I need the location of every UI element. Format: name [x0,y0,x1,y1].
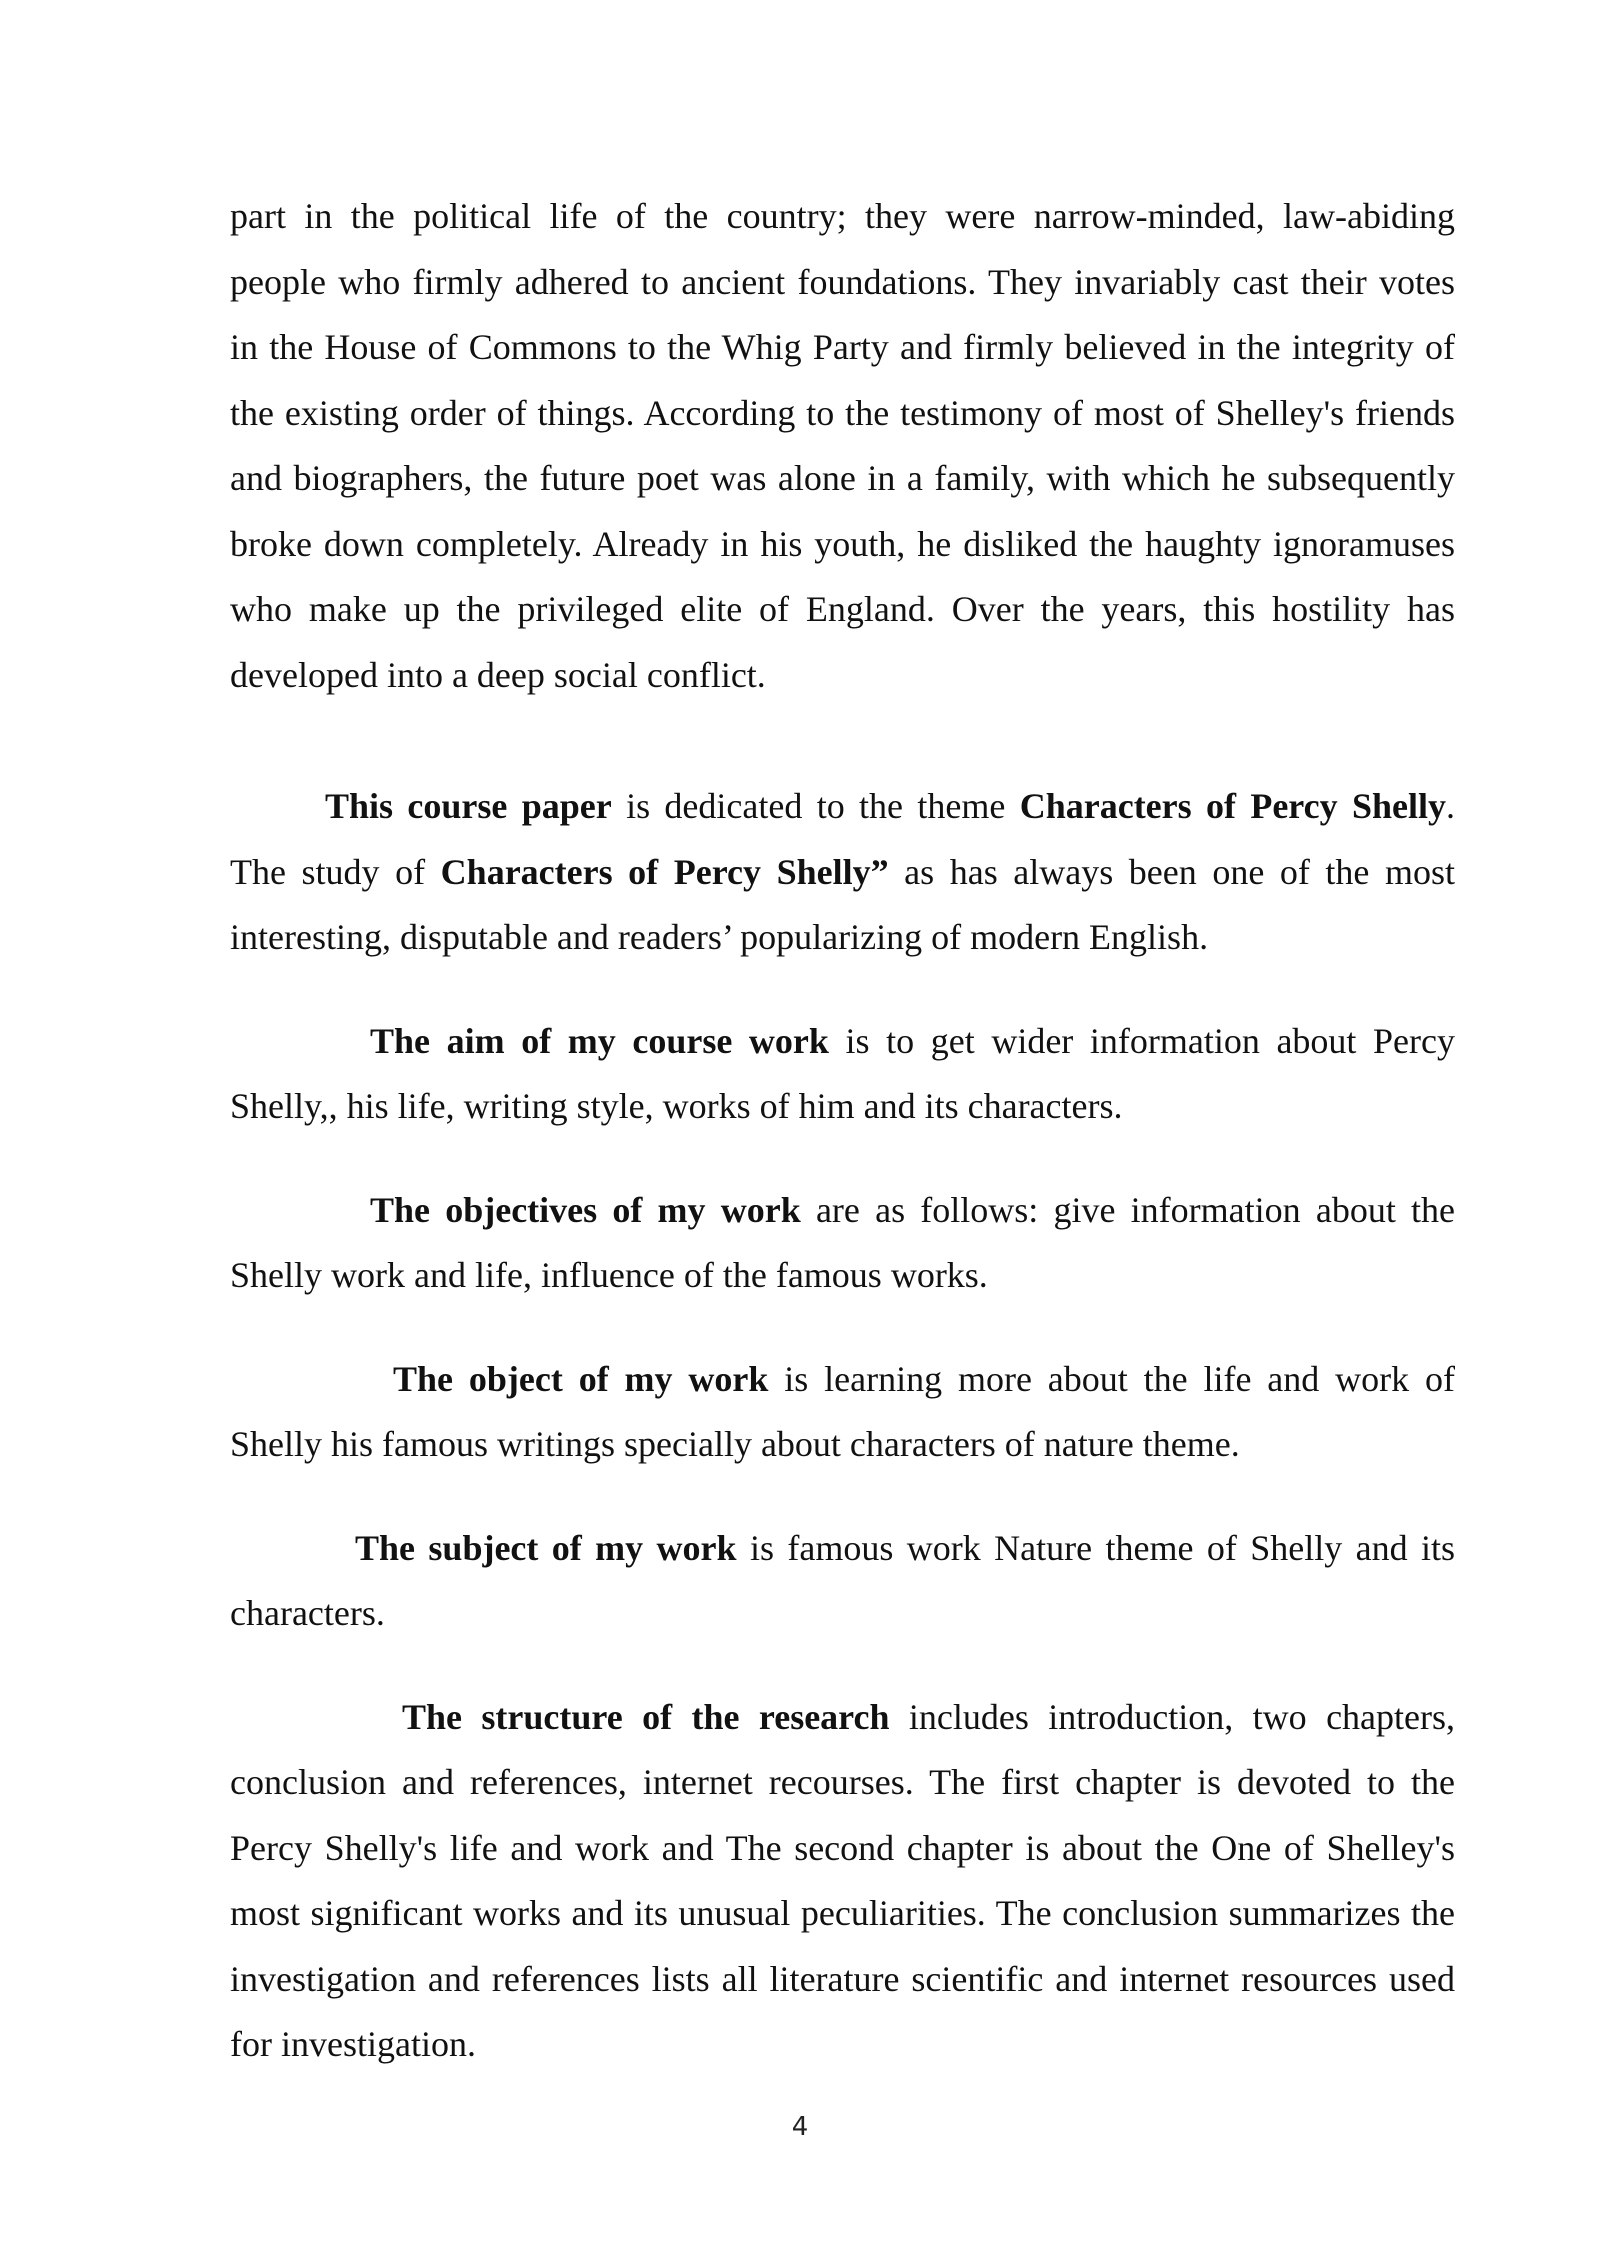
aim-lead: The aim of my course work [370,1020,829,1061]
course-paper-text-3: as has always been one of the most interesting, disputable and readers’ popularizing of modern English. [230,851,1455,957]
course-paper-text-2: . The study of [230,786,1455,892]
subject-text: is famous work Nature theme of Shelly and its characters. [230,1527,1455,1633]
object-text: is learning more about the life and work of Shelly his famous writings specially about characters of nature theme. [230,1358,1455,1464]
object-lead: The object of my work [393,1358,769,1399]
object-paragraph [230,1347,1455,1478]
intro-paragraph: part in the political life of the country; they were narrow-minded, law-abiding people who firmly adhered to ancient foundations. They invariably cast their votes in the House of Commons to the Whig Party and firmly believed in the integrity of the existing order of things. According to the testimony of most of Shelley's friends and biographers, the future poet was alone in a family, with which he subsequently broke down completely. Already in his youth, he disliked the haughty ignoramuses who make up the privileged elite of England. Over the years, this hostility has developed into a deep social conflict. [230,196,1455,695]
subject-paragraph [230,1516,1455,1647]
course-paper-text-1: is dedicated to the theme [611,786,1020,826]
objectives-paragraph [230,1178,1455,1309]
structure-text: includes introduction, two chapters, conclusion and references, internet recourses. The first chapter is devoted to the Percy Shelly's life and work and The second chapter is about the One of Shelley's most significant works and its unusual peculiarities. The conclusion summarizes the investigation and references lists all literature scientific and internet resources used for investigation. [230,1696,1455,2064]
page-number: 4 [791,2112,809,2142]
subject-lead: The subject of my work [355,1527,737,1568]
objectives-lead: The objectives of my work [370,1189,801,1230]
page-body [230,184,1455,2078]
course-paper-theme: Characters of Percy Shelly [1019,786,1446,826]
aim-paragraph [230,1009,1455,1140]
course-paper-paragraph [230,774,1455,971]
course-paper-theme-quoted: Characters of Percy Shelly” [440,851,889,892]
structure-paragraph [230,1685,1455,2078]
structure-lead: The structure of the research [402,1696,890,1737]
aim-text: is to get wider information about Percy Shelly,, his life, writing style, works of him and its characters. [230,1020,1455,1126]
objectives-text: are as follows: give information about the Shelly work and life, influence of the famous works. [230,1189,1456,1295]
course-paper-lead: This course paper [325,786,612,826]
